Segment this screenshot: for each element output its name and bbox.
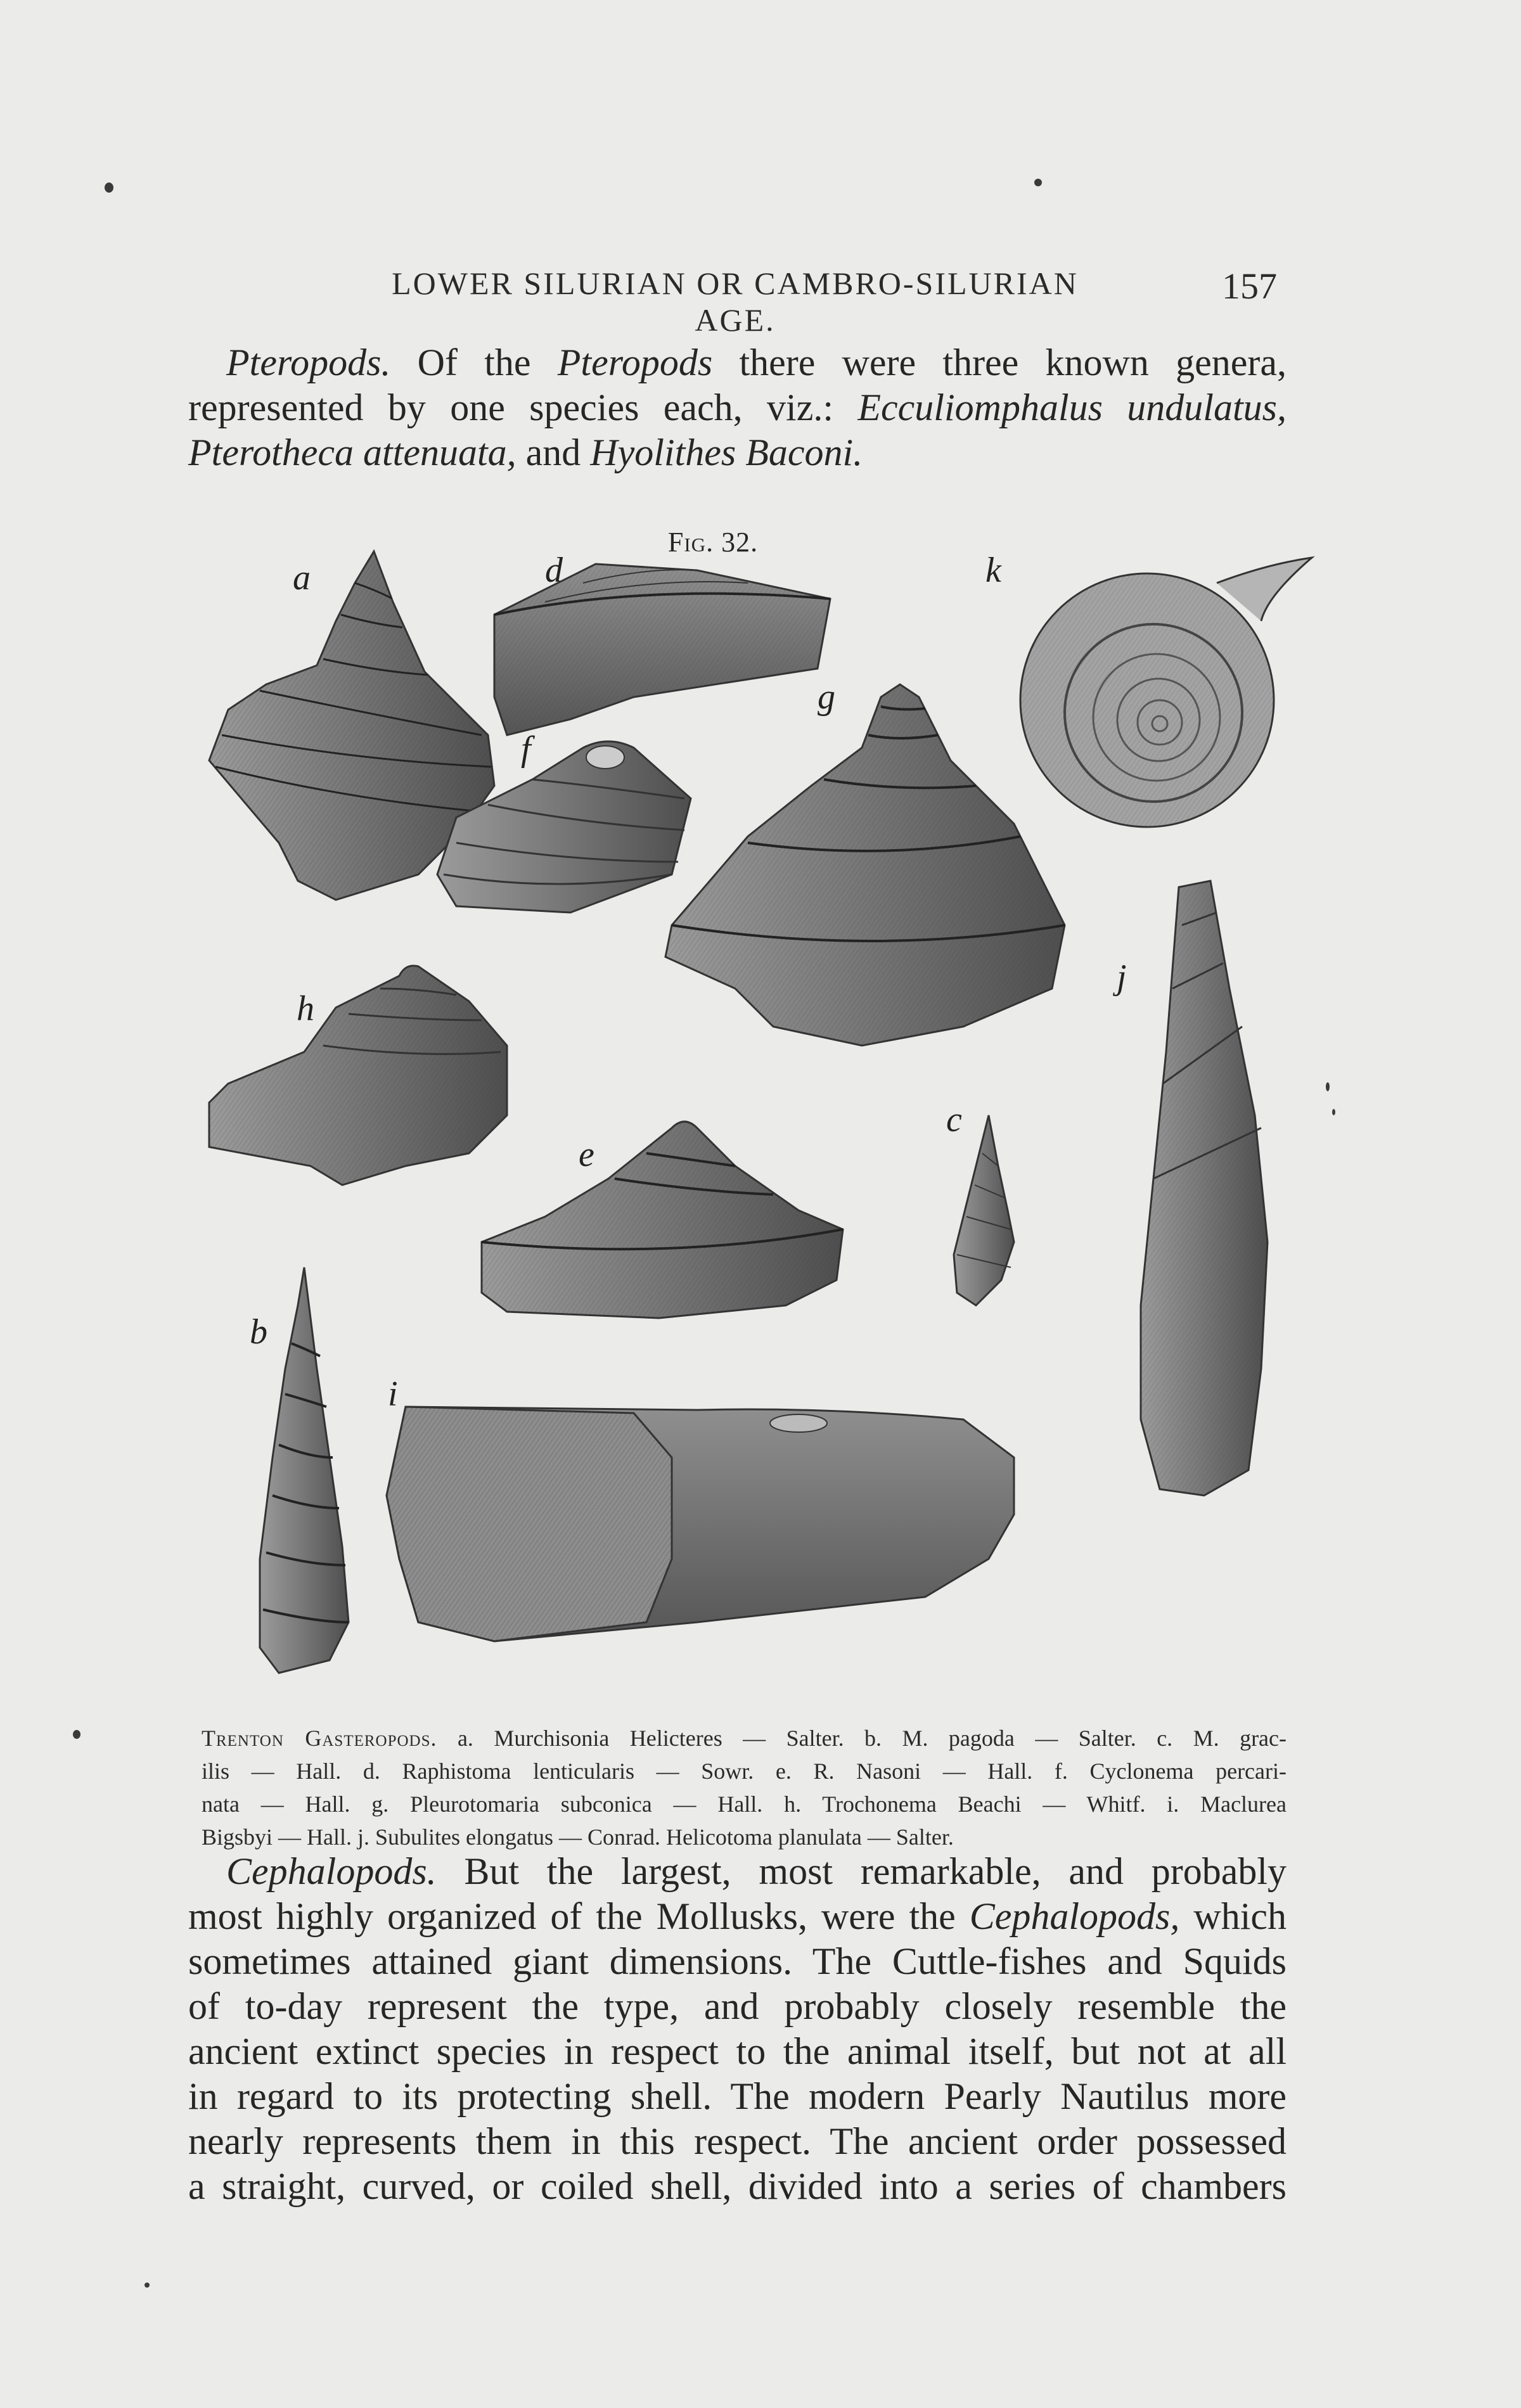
- figure-letter-g: g: [818, 677, 835, 717]
- fossil-h-trochonema-beachi: [209, 966, 507, 1185]
- text: a. Murchisonia Helicteres — Salter. b. M. pagoda — Salter. c. M. grac-: [437, 1726, 1287, 1751]
- text: But the largest, most remarkable, and probably: [436, 1850, 1287, 1892]
- text: which: [1179, 1895, 1287, 1937]
- text: represented by one species each, viz.:: [188, 387, 858, 428]
- body-line: [188, 1849, 1287, 1894]
- fossil-g-pleurotomaria-subconica: [665, 684, 1065, 1046]
- intro-line: [188, 385, 1287, 430]
- body-line: a straight, curved, or coiled shell, divided into a series of chambers: [188, 2165, 1287, 2207]
- body-line: ancient extinct species in respect to the animal itself, but not at all: [188, 2030, 1287, 2072]
- caption-line: [202, 1722, 1287, 1755]
- italic-term: Ecculiomphalus undulatus,: [857, 387, 1287, 428]
- cephalopods-paragraph: [188, 1849, 1287, 2209]
- figure-letter-f: f: [521, 729, 531, 769]
- fossil-c-murchisonia-gracilis: [954, 1115, 1014, 1305]
- figure-letter-b: b: [250, 1312, 267, 1352]
- text: and: [516, 432, 591, 473]
- figure-letter-k: k: [985, 551, 1001, 590]
- fossil-e-raphistoma-nasoni: [482, 1122, 843, 1318]
- print-speck: [73, 1730, 80, 1739]
- print-speck: [144, 2283, 150, 2288]
- body-line: in regard to its protecting shell. The modern Pearly Nautilus more: [188, 2075, 1287, 2117]
- fossil-k-helicotoma-planulata: [1020, 558, 1312, 827]
- fossil-b-murchisonia-pagoda: [260, 1267, 349, 1673]
- italic-term: Cephalopods,: [969, 1895, 1180, 1937]
- section-lead: Pteropods.: [226, 342, 391, 383]
- figure-letter-i: i: [388, 1374, 398, 1414]
- figure-letter-a: a: [293, 558, 311, 598]
- italic-term: Pterotheca attenuata,: [188, 432, 517, 473]
- body-line: sometimes attained giant dimensions. The Cuttle-fishes and Squids: [188, 1940, 1287, 1982]
- print-speck: [1034, 179, 1042, 186]
- print-speck: [105, 183, 113, 193]
- section-lead: Cephalopods.: [226, 1850, 437, 1892]
- figure-caption: [202, 1722, 1287, 1854]
- fossil-j-subulites-elongatus: [1141, 881, 1268, 1495]
- caption-heading: Trenton Gasteropods.: [202, 1726, 437, 1751]
- print-speck: [1326, 1082, 1330, 1091]
- text: Of the: [390, 342, 558, 383]
- intro-line: [188, 430, 1287, 475]
- page-number: 157: [1222, 266, 1277, 307]
- print-speck: [1332, 1109, 1335, 1115]
- body-line: of to-day represent the type, and probably closely resemble the: [188, 1985, 1287, 2027]
- running-head: LOWER SILURIAN OR CAMBRO-SILURIAN AGE.: [392, 266, 1079, 338]
- figure-letter-j: j: [1117, 957, 1127, 997]
- italic-term: Pteropods: [557, 342, 713, 383]
- figure-letter-c: c: [946, 1100, 962, 1139]
- body-line: [188, 1894, 1287, 1939]
- fossil-illustration-plate: [190, 545, 1318, 1698]
- figure-number: Fig. 32.: [667, 527, 759, 558]
- caption-line: nata — Hall. g. Pleurotomaria subconica — Hall. h. Trochonema Beachi — Whitf. i. Maclurea: [202, 1791, 1287, 1817]
- caption-line: ilis — Hall. d. Raphistoma lenticularis — Sowr. e. R. Nasoni — Hall. f. Cyclonema percari-: [202, 1758, 1287, 1784]
- figure-letter-d: d: [545, 551, 563, 590]
- figure-letter-e: e: [579, 1135, 594, 1174]
- body-line: nearly represents them in this respect. The ancient order possessed: [188, 2120, 1287, 2162]
- intro-paragraph: [188, 340, 1287, 475]
- caption-line: Bigsbyi — Hall. j. Subulites elongatus — Conrad. Helicotoma planulata — Salter.: [202, 1824, 954, 1850]
- fossil-i-maclurea-bigsbyi: [387, 1407, 1014, 1641]
- italic-term: Hyolithes Baconi.: [590, 432, 863, 473]
- figure-letter-h: h: [297, 989, 314, 1028]
- text: most highly organized of the Mollusks, were the: [188, 1895, 970, 1937]
- text: there were three known genera,: [712, 342, 1287, 383]
- intro-line: [188, 340, 1287, 385]
